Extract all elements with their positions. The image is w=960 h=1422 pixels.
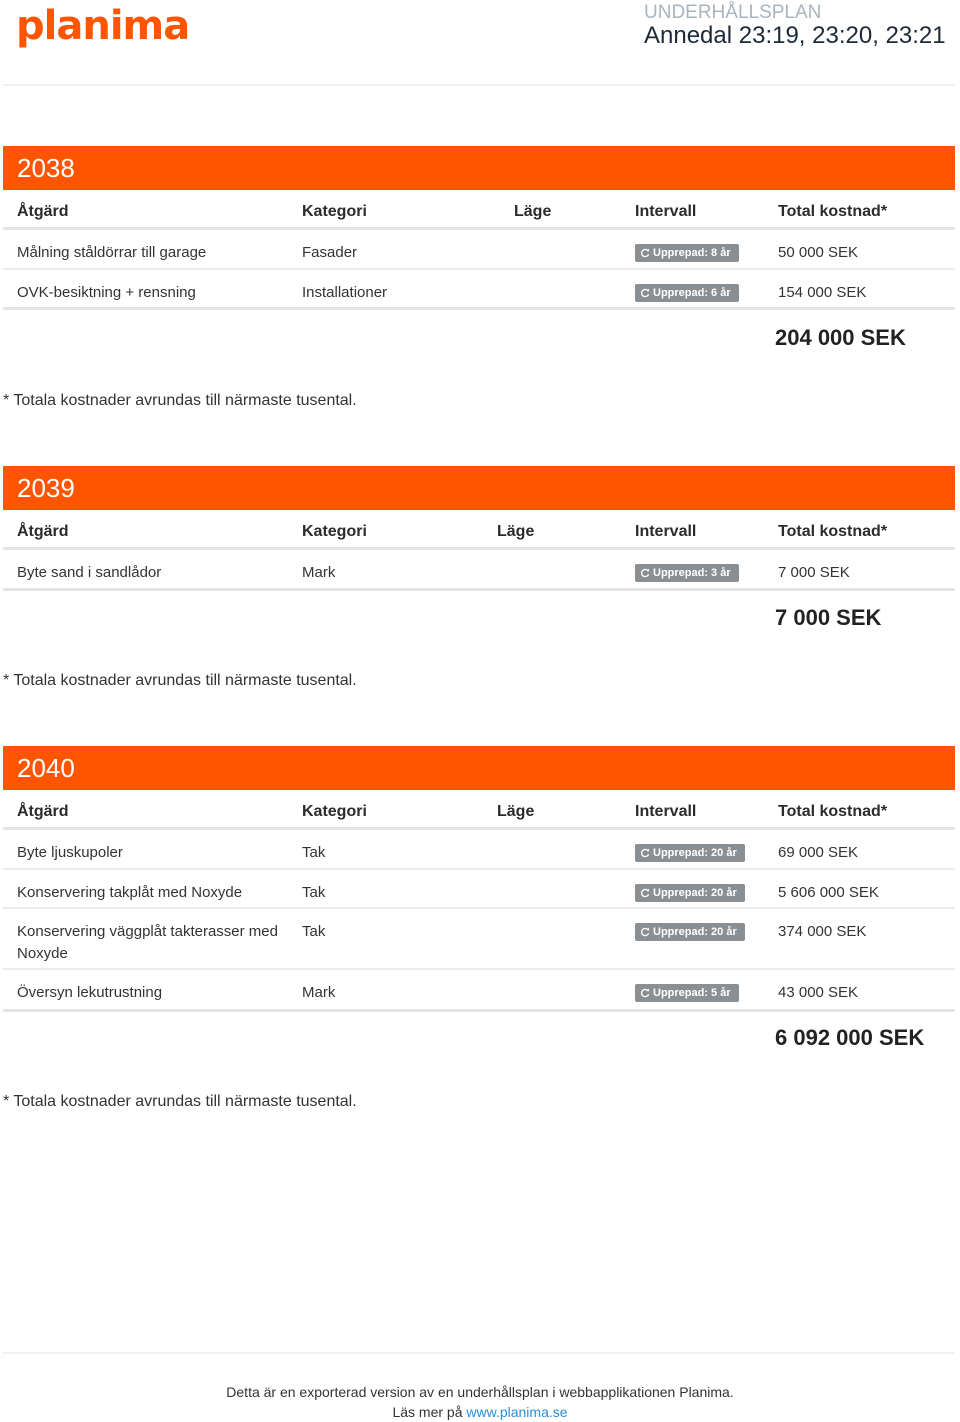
interval-text: Upprepad: 6 år <box>653 287 731 299</box>
cost-cell: 154 000 SEK <box>778 284 867 301</box>
table-row <box>3 830 955 870</box>
interval-badge <box>635 284 739 302</box>
document-title: Annedal 23:19, 23:20, 23:21 <box>644 22 946 49</box>
action-cell: Byte sand i sandlådor <box>17 564 162 581</box>
col-action: Åtgärd <box>17 523 69 540</box>
table-header <box>3 510 955 550</box>
interval-cell <box>635 283 739 305</box>
category-cell: Mark <box>302 564 336 581</box>
cost-cell: 69 000 SEK <box>778 844 859 861</box>
interval-badge <box>635 564 739 582</box>
category-cell: Installationer <box>302 284 388 301</box>
action-cell: Översyn lekutrustning <box>17 984 163 1001</box>
year-section-2040 <box>3 746 955 1012</box>
cost-cell: 5 606 000 SEK <box>778 884 879 901</box>
logo-wordmark: planima <box>16 3 190 49</box>
interval-cell <box>635 243 739 265</box>
year-heading: 2040 <box>3 746 955 790</box>
footer-more-line <box>0 1402 960 1422</box>
table-row <box>3 550 955 591</box>
repeat-icon <box>640 248 650 258</box>
col-location: Läge <box>514 203 552 220</box>
rounding-note: * Totala kostnader avrundas till närmaste tusental. <box>3 392 357 409</box>
repeat-icon <box>640 848 650 858</box>
repeat-icon <box>640 288 650 298</box>
footer-line: Detta är en exporterad version av en underhållsplan i webbapplikationen Planima. <box>226 1384 734 1400</box>
table-row <box>3 230 955 270</box>
col-total: Total kostnad* <box>778 203 888 220</box>
interval-badge <box>635 984 739 1002</box>
action-cell: OVK-besiktning + rensning <box>17 284 196 301</box>
page-header <box>0 0 960 86</box>
year-total: 204 000 SEK <box>775 325 906 350</box>
category-cell: Mark <box>302 984 336 1001</box>
col-total: Total kostnad* <box>778 803 888 820</box>
col-category: Kategori <box>302 523 367 540</box>
table-header <box>3 190 955 230</box>
footer-divider <box>3 1352 955 1354</box>
col-interval: Intervall <box>635 803 697 820</box>
table-header <box>3 790 955 830</box>
col-interval: Intervall <box>635 523 697 540</box>
year-section-2038 <box>3 146 955 310</box>
cost-cell: 7 000 SEK <box>778 564 850 581</box>
col-action: Åtgärd <box>17 803 69 820</box>
category-cell: Tak <box>302 884 326 901</box>
cost-cell: 50 000 SEK <box>778 244 859 261</box>
interval-cell <box>635 563 739 585</box>
interval-text: Upprepad: 20 år <box>653 926 737 938</box>
interval-text: Upprepad: 20 år <box>653 847 737 859</box>
interval-badge <box>635 884 745 902</box>
table-row <box>3 909 955 970</box>
year-heading: 2039 <box>3 466 955 510</box>
rounding-note: * Totala kostnader avrundas till närmaste tusental. <box>3 672 357 689</box>
year-section-2039 <box>3 466 955 591</box>
year-total: 7 000 SEK <box>775 605 882 630</box>
year-total: 6 092 000 SEK <box>775 1025 925 1050</box>
category-cell: Tak <box>302 923 326 940</box>
col-location: Läge <box>497 803 535 820</box>
col-total: Total kostnad* <box>778 523 888 540</box>
table-row <box>3 270 955 310</box>
planima-website-link[interactable]: www.planima.se <box>466 1404 568 1420</box>
interval-badge <box>635 844 745 862</box>
page-footer <box>0 1382 960 1422</box>
action-cell: Byte ljuskupoler <box>17 844 123 861</box>
category-cell: Fasader <box>302 244 358 261</box>
document-kind: UNDERHÅLLSPLAN <box>644 2 822 23</box>
action-cell: Konservering väggplåt takterasser med Noxyde <box>17 923 278 962</box>
footer-more-prefix: Läs mer på <box>392 1404 463 1420</box>
table-row <box>3 870 955 909</box>
header-divider <box>3 84 955 86</box>
interval-cell <box>635 922 745 944</box>
rounding-note: * Totala kostnader avrundas till närmaste tusental. <box>3 1093 357 1110</box>
interval-text: Upprepad: 20 år <box>653 887 737 899</box>
interval-cell <box>635 843 745 865</box>
planima-logo <box>8 2 190 50</box>
category-cell: Tak <box>302 844 326 861</box>
col-category: Kategori <box>302 803 367 820</box>
col-interval: Intervall <box>635 203 697 220</box>
interval-badge <box>635 244 739 262</box>
col-category: Kategori <box>302 203 367 220</box>
repeat-icon <box>640 888 650 898</box>
interval-badge <box>635 923 745 941</box>
repeat-icon <box>640 988 650 998</box>
col-location: Läge <box>497 523 535 540</box>
year-heading: 2038 <box>3 146 955 190</box>
interval-text: Upprepad: 3 år <box>653 567 731 579</box>
repeat-icon <box>640 568 650 578</box>
table-row <box>3 970 955 1012</box>
cost-cell: 43 000 SEK <box>778 984 859 1001</box>
interval-text: Upprepad: 5 år <box>653 987 731 999</box>
col-action: Åtgärd <box>17 203 69 220</box>
interval-text: Upprepad: 8 år <box>653 247 731 259</box>
interval-cell <box>635 983 739 1005</box>
repeat-icon <box>640 927 650 937</box>
action-cell: Konservering takplåt med Noxyde <box>17 884 243 901</box>
interval-cell <box>635 883 745 905</box>
action-cell: Målning ståldörrar till garage <box>17 244 207 261</box>
cost-cell: 374 000 SEK <box>778 923 867 940</box>
